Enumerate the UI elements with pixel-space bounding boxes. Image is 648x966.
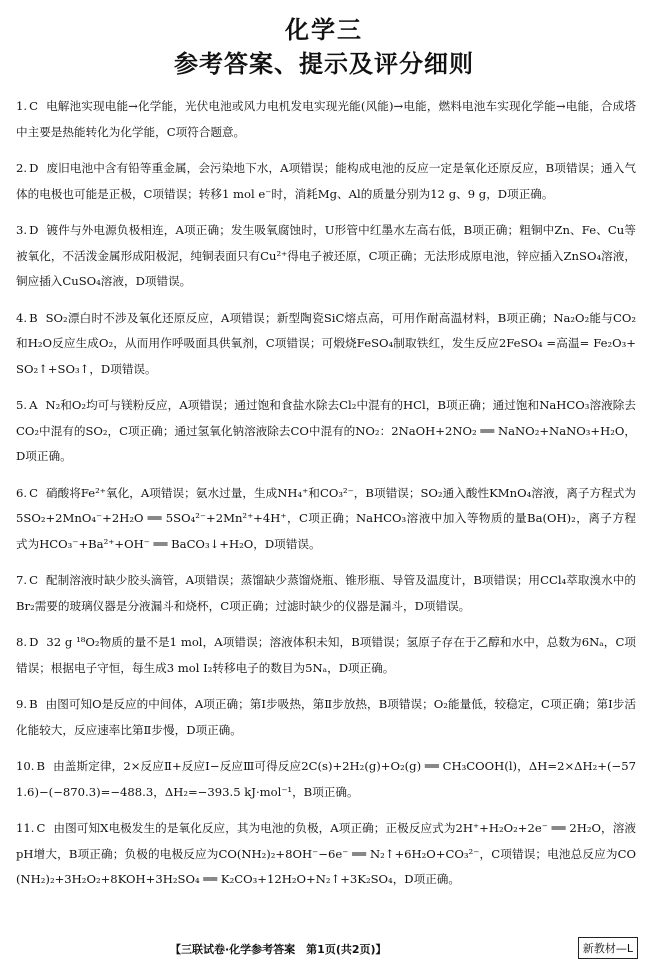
item-number: 9. [16,697,28,711]
answer-list [16,94,636,904]
item-number: 8. [16,635,28,649]
item-number: 10. [16,759,35,773]
item-number: 6. [16,485,28,500]
item-answer: B [29,310,38,325]
answer-item [16,481,636,558]
answer-item [16,156,636,207]
answer-item [16,630,636,681]
item-answer: D [29,161,39,175]
edition-tag: 新教材—L [578,937,638,959]
item-answer: C [29,573,38,587]
item-number: 3. [16,223,28,237]
page-subtitle: 参考答案、提示及评分细则 [174,50,474,78]
item-explanation: 硝酸将Fe²⁺氧化，A项错误；氨水过量，生成NH₄⁺和CO₃²⁻，B项错误；SO₂通入酸性KMnO₄溶液，离子方程式为5SO₂+2MnO₄⁻+2H₂O ══ 5SO₄²⁻+2Mn²⁺+4H⁺，C项正确；NaHCO₃溶液中加入等物质的量Ba(OH)₂，离子方程式为HCO₃⁻+Ba²⁺+OH⁻ ══ BaCO₃↓+H₂O，D项错误。 [16,485,636,551]
item-explanation: 废旧电池中含有铅等重金属，会污染地下水，A项错误；能构成电池的反应一定是氧化还原反应，B项错误；通入气体的电极也可能是正极，C项错误；转移1 mol e⁻时，消耗Mg、Al的质量分别为12 g、9 g，D项正确。 [16,161,636,201]
item-answer: C [29,485,38,500]
item-explanation: 镀件与外电源负极相连，A项正确；发生吸氧腐蚀时，U形管中红墨水左高右低，B项正确；粗铜中Zn、Fe、Cu等被氧化，不活泼金属形成阳极泥，纯铜表面只有Cu²⁺得电子被还原，C项正确；无法形成原电池，锌应插入ZnSO₄溶液，铜应插入CuSO₄溶液，D项错误。 [16,223,636,288]
answer-item [16,94,636,145]
page-title: 化学三 [285,16,363,44]
answer-item [16,306,636,383]
item-answer: B [36,759,45,773]
item-explanation: 由图可知O是反应的中间体，A项正确；第Ⅰ步吸热，第Ⅱ步放热，B项错误；O₂能量低，较稳定，C项正确；第Ⅰ步活化能较大，反应速率比第Ⅱ步慢，D项正确。 [16,697,636,737]
item-explanation: 配制溶液时缺少胶头滴管，A项错误；蒸馏缺少蒸馏烧瓶、锥形瓶、导管及温度计，B项错误；用CCl₄萃取溴水中的Br₂需要的玻璃仪器是分液漏斗和烧杯，C项正确；过滤时缺少的仪器是漏斗，D项错误。 [16,573,636,613]
item-number: 7. [16,573,28,587]
item-answer: D [29,223,39,237]
item-number: 4. [16,310,28,325]
item-number: 5. [16,398,28,412]
item-explanation: SO₂漂白时不涉及氧化还原反应，A项错误；新型陶瓷SiC熔点高，可用作耐高温材料，B项正确；Na₂O₂能与CO₂和H₂O反应生成O₂，从而用作呼吸面具供氧剂，C项错误；可煅烧FeSO₄制取铁红，发生反应2FeSO₄ =高温= Fe₂O₃+SO₂↑+SO₃↑，D项错误。 [16,310,636,376]
item-explanation: 由图可知X电极发生的是氧化反应，其为电池的负极，A项正确；正极反应式为2H⁺+H₂O₂+2e⁻ ══ 2H₂O，溶液pH增大，B项正确；负极的电极反应为CO(NH₂)₂+8OH⁻−6e⁻ ══ N₂↑+6H₂O+CO₃²⁻，C项错误；电池总反应为CO(NH₂)₂+3H₂O₂+8KOH+3H₂SO₄ ══ K₂CO₃+12H₂O+N₂↑+3K₂SO₄，D项正确。 [16,821,636,886]
item-answer: B [29,697,38,711]
item-explanation: 电解池实现电能→化学能，光伏电池或风力电机发电实现光能(风能)→电能，燃料电池车实现化学能→电能，合成塔中主要是热能转化为化学能，C项符合题意。 [16,99,636,139]
answer-item [16,568,636,619]
answer-item [16,754,636,805]
answer-item [16,692,636,743]
answer-item [16,218,636,295]
item-answer: C [29,99,38,113]
item-number: 2. [16,161,28,175]
item-answer: C [36,821,46,835]
item-explanation: 由盖斯定律，2×反应Ⅱ+反应Ⅰ−反应Ⅲ可得反应2C(s)+2H₂(g)+O₂(g) ══ CH₃COOH(l)，ΔH=2×ΔH₂+(−571.6)−(−870.3)=−488.3，ΔH₂=−393.5 kJ·mol⁻¹，B项正确。 [16,759,636,799]
answer-item [16,816,636,893]
page-footer [0,937,648,959]
item-explanation: 32 g ¹⁸O₂物质的量不是1 mol，A项错误；溶液体积未知，B项错误；氢原子存在于乙醇和水中，总数为6Nₐ，C项错误；根据电子守恒，每生成3 mol I₂转移电子的数目为5Nₐ，D项正确。 [16,635,636,675]
item-explanation: N₂和O₂均可与镁粉反应，A项错误；通过饱和食盐水除去Cl₂中混有的HCl，B项正确；通过饱和NaHCO₃溶液除去CO₂中混有的SO₂，C项正确；通过氢氧化钠溶液除去CO中混有的NO₂：2NaOH+2NO₂ ══ NaNO₂+NaNO₃+H₂O，D项正确。 [16,398,636,463]
item-number: 11. [16,821,35,835]
footer-page-info: 【三联试卷·化学参考答案 第1页(共2页)】 [170,943,387,956]
answer-item [16,393,636,470]
item-number: 1. [16,99,28,113]
item-answer: D [29,635,39,649]
item-answer: A [29,398,38,412]
